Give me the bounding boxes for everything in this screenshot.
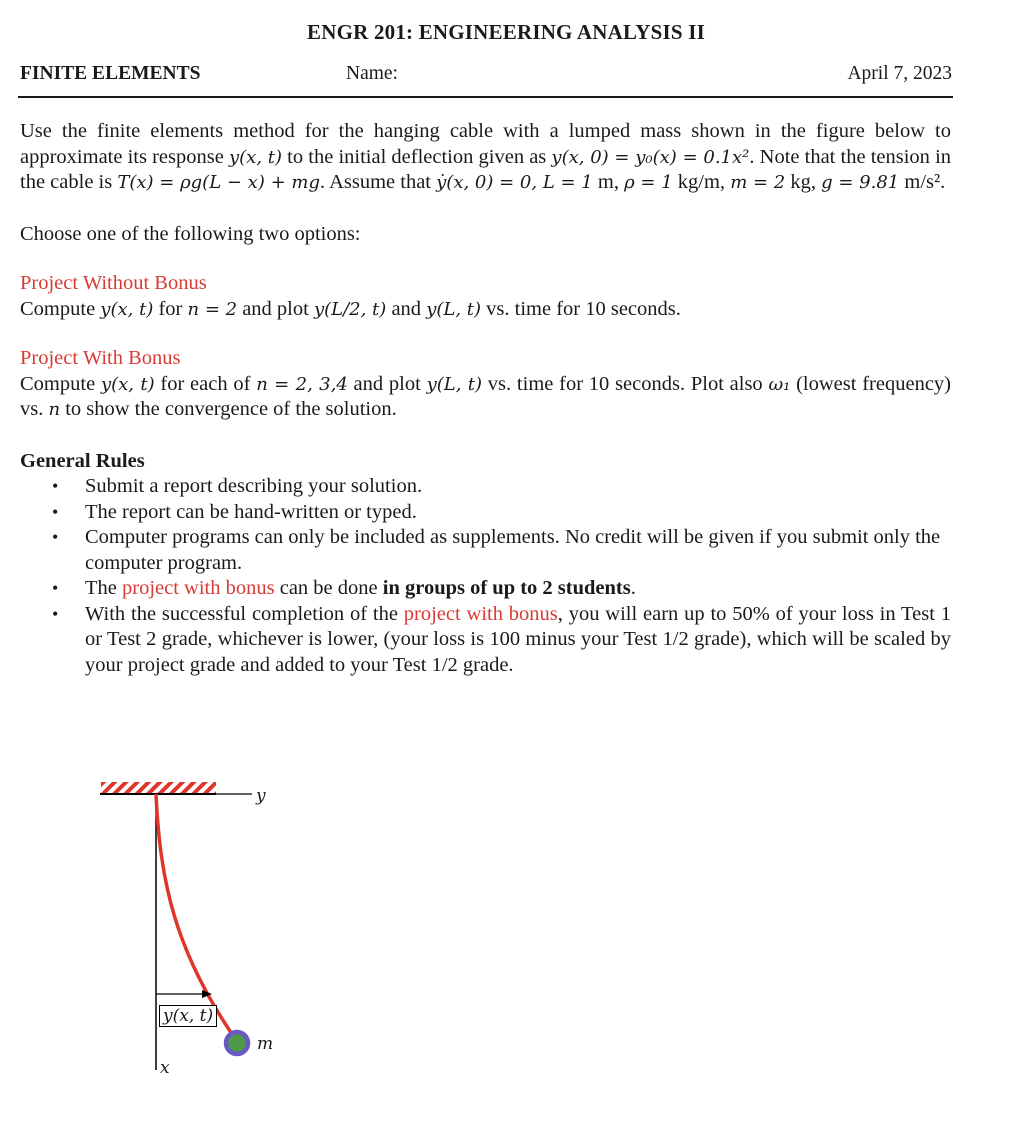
bullet-icon: •: [52, 501, 59, 522]
x-axis-label: x: [160, 1058, 170, 1078]
bullet-icon: •: [52, 527, 59, 547]
bullet-icon: •: [52, 578, 59, 598]
date-label: April 7, 2023: [847, 63, 952, 84]
name-label: Name:: [346, 63, 398, 84]
cable-line: [156, 794, 236, 1040]
list-item: • The project with bonus can be done in groups of up to 2 students.: [20, 576, 951, 602]
option2-title: Project With Bonus: [20, 347, 181, 369]
option2-text: Compute y(x, t) for each of n = 2, 3,4 and plot y(L, t) vs. time for 10 seconds. Plot also ω₁ (lowest frequency) vs. n to show the convergence of the solution.: [20, 372, 951, 420]
list-item: • Submit a report describing your solution.: [20, 474, 951, 500]
rules-list: [20, 474, 951, 678]
deflection-label: y(x, t): [159, 1005, 217, 1027]
option1-title: Project Without Bonus: [20, 272, 207, 294]
topic-label: FINITE ELEMENTS: [20, 63, 201, 84]
list-item: • Computer programs can only be included as supplements. No credit will be given if you submit only the computer program.: [52, 526, 941, 574]
y-axis-label: y: [256, 786, 266, 806]
mass-label: m: [257, 1034, 274, 1054]
course-title: ENGR 201: ENGINEERING ANALYSIS II: [307, 20, 705, 44]
header-divider: [18, 96, 953, 98]
problem-content: [20, 119, 951, 678]
option1-text: Compute y(x, t) for n = 2 and plot y(L/2, t) and y(L, t) vs. time for 10 seconds.: [20, 297, 681, 320]
bullet-icon: •: [52, 476, 59, 496]
choose-line: Choose one of the following two options:: [20, 222, 361, 245]
rules-title: General Rules: [20, 449, 145, 472]
bullet-icon: •: [52, 603, 59, 624]
cable-figure: [90, 770, 310, 1090]
list-item: • With the successful completion of the project with bonus, you will earn up to 50% of your loss in Test 1 or Test 2 grade, whichever is lower, (your loss is 100 minus your Test 1/2 grade), which will be scaled by your project grade and added to your Test 1/2 grade.: [52, 602, 951, 676]
list-item: • The report can be hand-written or typed.: [20, 500, 951, 526]
fixed-support: [101, 782, 216, 794]
cable-diagram: [90, 770, 310, 1090]
lumped-mass: [226, 1032, 248, 1054]
intro-paragraph: Use the finite elements method for the hanging cable with a lumped mass shown in the figure below to approximate its response y(x, t) to the initial deflection given as y(x, 0) = y₀(x) = 0.1x². Note that the tension in the cable is T(x) = ρg(L − x) + mg. Assume that ẏ(x, 0) = 0, L = 1 m, ρ = 1 kg/m, m = 2 kg, g = 9.81 m/s².: [20, 120, 952, 193]
